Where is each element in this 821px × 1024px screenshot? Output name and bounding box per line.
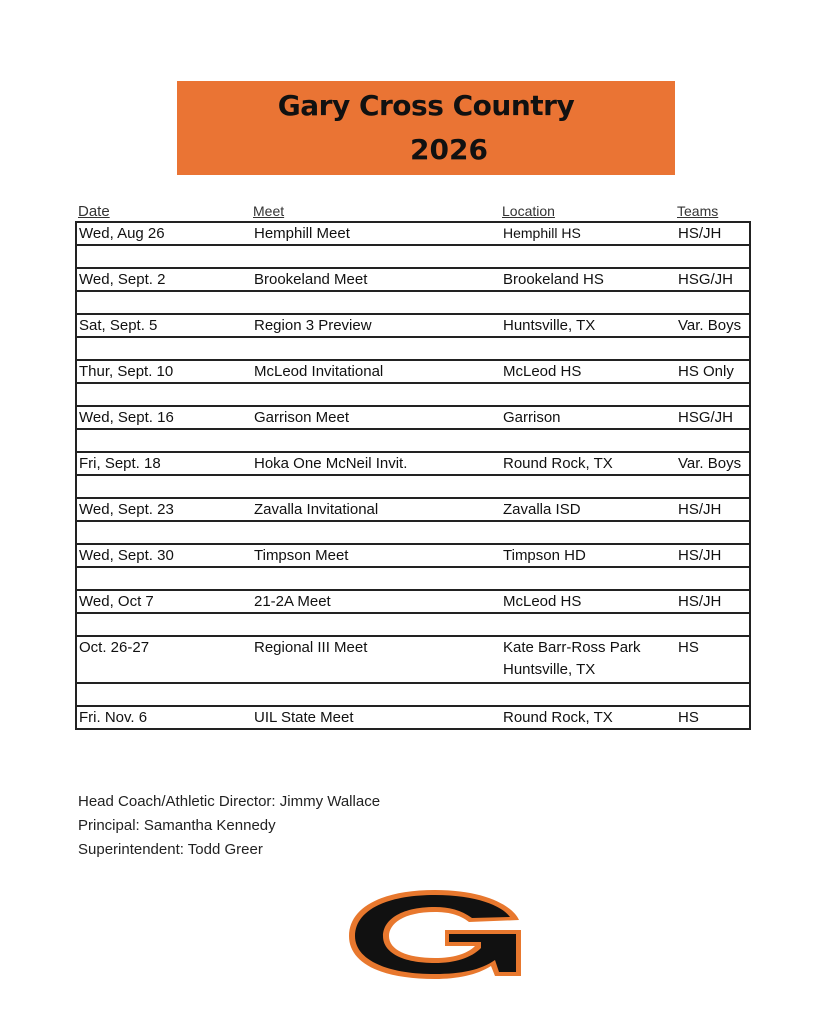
table-row	[77, 453, 749, 476]
table-spacer-row	[77, 292, 749, 315]
table-spacer-row	[77, 522, 749, 545]
table-header	[0, 203, 821, 221]
cell-location: Zavalla ISD	[503, 501, 581, 518]
table-row	[77, 707, 749, 730]
cell-meet: Region 3 Preview	[254, 317, 372, 334]
cell-location: Garrison	[503, 409, 561, 426]
table-row	[77, 315, 749, 338]
cell-meet: UIL State Meet	[254, 709, 354, 726]
cell-date: Oct. 26-27	[79, 639, 150, 656]
cell-meet: Zavalla Invitational	[254, 501, 379, 518]
cell-meet: Timpson Meet	[254, 547, 349, 564]
cell-date: Sat, Sept. 5	[79, 317, 158, 334]
cell-teams: HS Only	[678, 363, 734, 380]
g-letter-logo-icon	[345, 886, 525, 982]
table-spacer-row	[77, 614, 749, 637]
cell-location	[503, 639, 641, 678]
cell-location-line2: Huntsville, TX	[503, 661, 596, 678]
table-row	[77, 223, 749, 246]
page-title: Gary Cross Country	[277, 89, 575, 122]
table-spacer-row	[77, 568, 749, 591]
schedule-table	[75, 221, 751, 730]
cell-date: Wed, Sept. 23	[79, 501, 174, 518]
cell-location: Brookeland HS	[503, 271, 604, 288]
cell-teams: HSG/JH	[678, 271, 734, 288]
cell-date: Fri. Nov. 6	[79, 709, 148, 726]
cell-date: Wed, Aug 26	[79, 225, 165, 242]
column-header-date: Date	[78, 203, 110, 220]
column-header-meet: Meet	[253, 203, 285, 219]
cell-meet: 21-2A Meet	[254, 593, 331, 610]
cell-meet: McLeod Invitational	[254, 363, 384, 380]
cell-date: Wed, Sept. 2	[79, 271, 166, 288]
table-spacer-row	[77, 384, 749, 407]
cell-teams: HS/JH	[678, 547, 722, 564]
cell-location: Huntsville, TX	[503, 317, 596, 334]
table-row	[77, 545, 749, 568]
cell-location: McLeod HS	[503, 593, 582, 610]
table-row	[77, 361, 749, 384]
title-banner	[177, 81, 675, 175]
table-spacer-row	[77, 430, 749, 453]
table-spacer-row	[77, 476, 749, 499]
cell-date: Thur, Sept. 10	[79, 363, 174, 380]
table-spacer-row	[77, 684, 749, 707]
cell-location: Round Rock, TX	[503, 709, 613, 726]
column-header-location: Location	[502, 203, 555, 219]
cell-teams: Var. Boys	[678, 455, 742, 472]
page-year: 2026	[410, 133, 488, 166]
cell-meet: Garrison Meet	[254, 409, 350, 426]
table-row	[77, 269, 749, 292]
table-row	[77, 637, 749, 684]
staff-coach: Head Coach/Athletic Director: Jimmy Wallace	[78, 793, 381, 810]
cell-meet: Brookeland Meet	[254, 271, 368, 288]
cell-date: Fri, Sept. 18	[79, 455, 161, 472]
cell-date: Wed, Sept. 30	[79, 547, 174, 564]
cell-meet: Regional III Meet	[254, 639, 368, 656]
staff-list	[78, 790, 380, 862]
cell-meet: Hemphill Meet	[254, 225, 350, 242]
cell-teams: HS/JH	[678, 501, 722, 518]
table-spacer-row	[77, 338, 749, 361]
cell-location-line1: Kate Barr-Ross Park	[503, 639, 641, 656]
table-row	[77, 407, 749, 430]
cell-teams: HS	[678, 639, 699, 656]
cell-teams: HSG/JH	[678, 409, 734, 426]
cell-date: Wed, Oct 7	[79, 593, 154, 610]
cell-teams: Var. Boys	[678, 317, 742, 334]
column-header-teams: Teams	[677, 203, 719, 219]
staff-superintendent: Superintendent: Todd Greer	[78, 841, 263, 858]
cell-date: Wed, Sept. 16	[79, 409, 174, 426]
cell-location: Timpson HD	[503, 547, 586, 564]
cell-location: Round Rock, TX	[503, 455, 613, 472]
cell-location: McLeod HS	[503, 363, 582, 380]
table-row	[77, 591, 749, 614]
table-row	[77, 499, 749, 522]
cell-teams: HS/JH	[678, 593, 722, 610]
cell-teams: HS/JH	[678, 225, 722, 242]
cell-teams: HS	[678, 709, 699, 726]
table-spacer-row	[77, 246, 749, 269]
staff-principal: Principal: Samantha Kennedy	[78, 817, 276, 834]
cell-meet: Hoka One McNeil Invit.	[254, 455, 408, 472]
cell-location: Hemphill HS	[503, 225, 581, 241]
